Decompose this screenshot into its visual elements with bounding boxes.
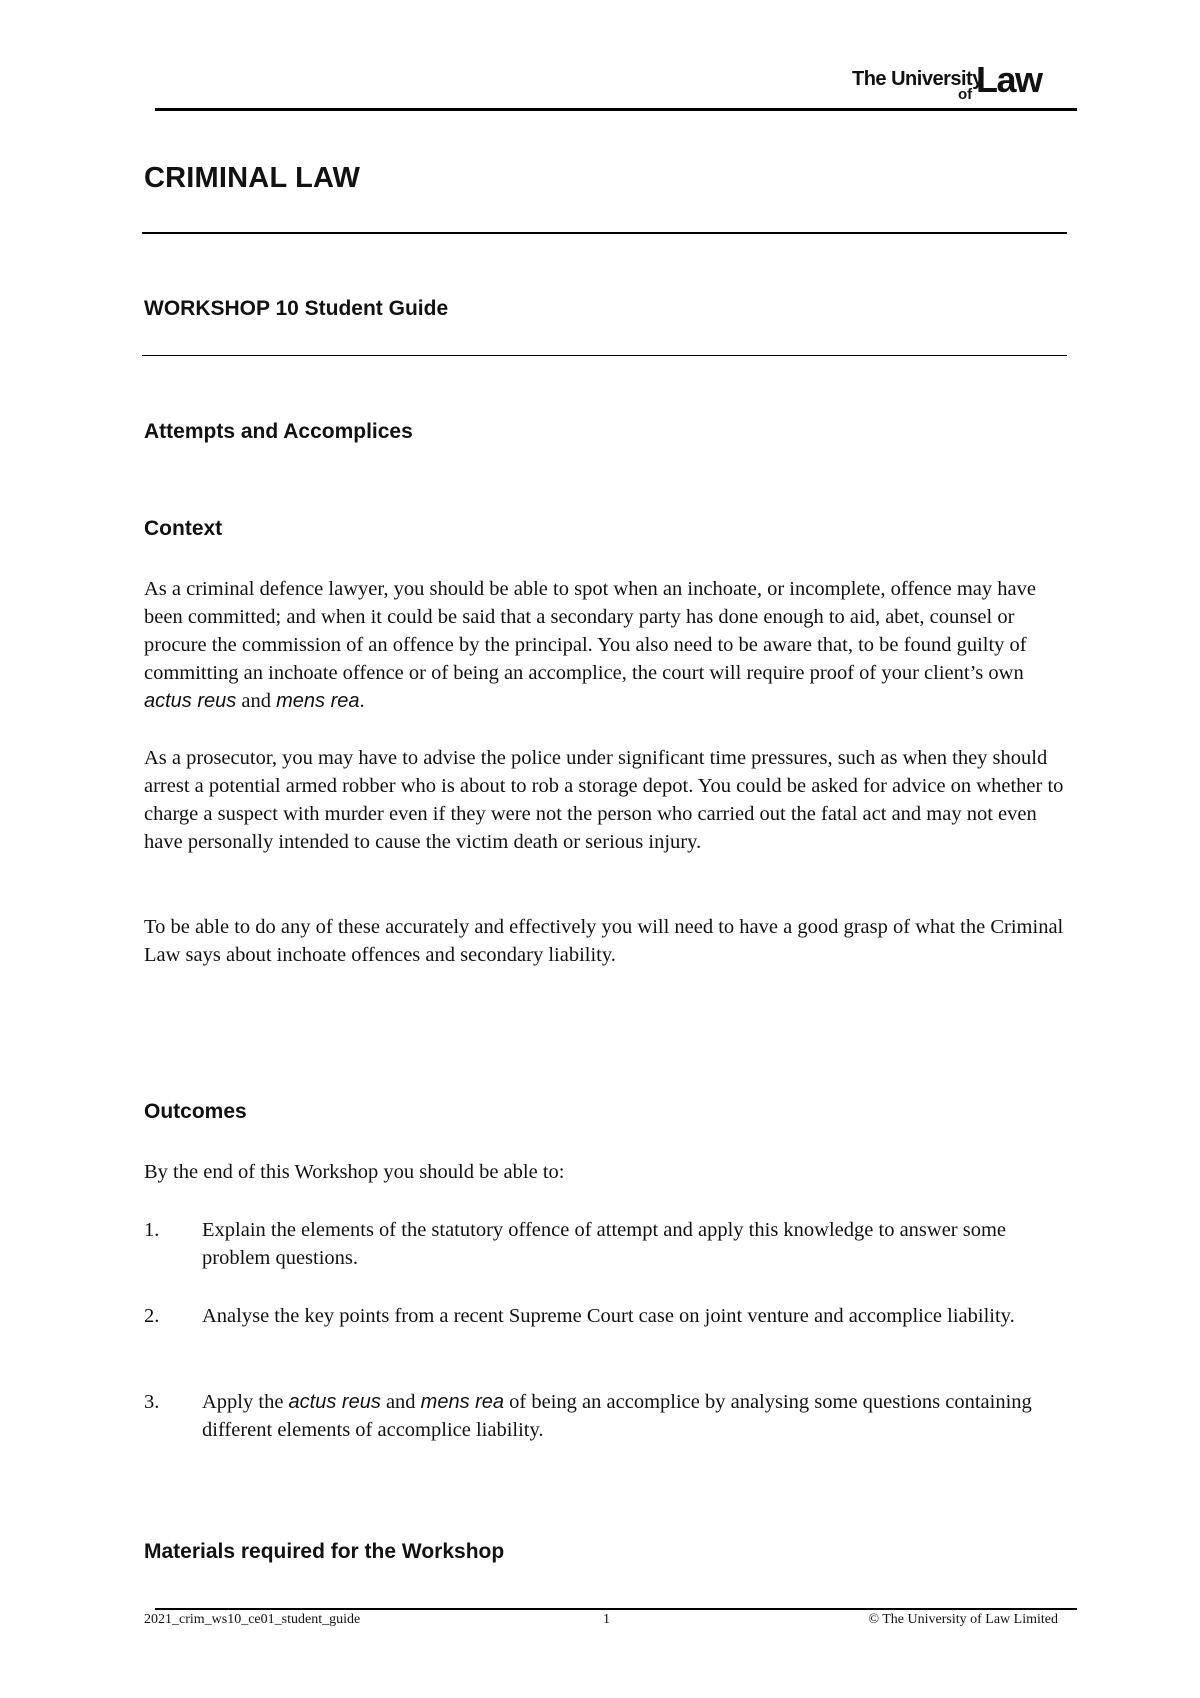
outcomes-heading: Outcomes: [144, 1100, 247, 1123]
materials-heading: Materials required for the Workshop: [144, 1540, 505, 1563]
mens-rea-term: mens rea: [276, 690, 360, 712]
list-number: 1.: [144, 1219, 160, 1241]
list-number: 3.: [144, 1391, 160, 1413]
header-rule: [155, 108, 1077, 111]
context-paragraph-1: [144, 575, 1064, 715]
list-text: Analyse the key points from a recent Supreme Court case on joint venture and accomplice liability.: [202, 1305, 1015, 1327]
list-text: Explain the elements of the statutory offence of attempt and apply this knowledge to answer some problem questions.: [202, 1219, 1007, 1269]
item3-pre: Apply the: [202, 1391, 289, 1413]
actus-reus-term: actus reus: [288, 1391, 381, 1413]
outcomes-intro: By the end of this Workshop you should be able to:: [144, 1161, 565, 1183]
list-number: 2.: [144, 1305, 160, 1327]
subtitle-rule: [142, 355, 1067, 356]
document-title: CRIMINAL LAW: [144, 162, 361, 194]
context-p1-end: .: [359, 690, 365, 712]
item3-post: of being an accomplice by analysing some questions containing different elements of accomplice liability.: [202, 1391, 1032, 1441]
context-heading: Context: [144, 517, 223, 540]
footer-document-code: 2021_crim_ws10_ce01_student_guide: [144, 1612, 361, 1627]
actus-reus-term: actus reus: [144, 690, 237, 712]
context-paragraph-3: To be able to do any of these accurately and effectively you will need to have a good grasp of what the Criminal Law says about inchoate offences and secondary liability.: [144, 916, 1064, 966]
footer-page-number: 1: [603, 1612, 610, 1627]
list-text: [202, 1388, 1062, 1444]
university-logo: [852, 59, 1062, 108]
context-paragraph-2: As a prosecutor, you may have to advise the police under significant time pressures, such as when they should arrest a potential armed robber who is about to rob a storage depot. You could be asked for advice on whether to charge a suspect with murder even if they were not the person who carried out the fatal act and may not even have personally intended to cause the victim death or serious injury.: [144, 747, 1064, 853]
logo-text-university: The University: [852, 68, 983, 90]
mens-rea-term: mens rea: [420, 1391, 505, 1413]
title-rule: [142, 232, 1067, 234]
footer-rule: [155, 1608, 1077, 1610]
context-p1-text: As a criminal defence lawyer, you should be able to spot when an inchoate, or incomplete, offence may have been committed; and when it could be said that a secondary party has done enough to aid, abet, counsel or procure the commission of an offence by the principal. You also need to be aware that, to be found guilty of committing an inchoate offence or of being an accomplice, the court will require proof of your client’s own: [144, 578, 1036, 684]
logo-text-law: Law: [976, 59, 1042, 100]
topic-heading: Attempts and Accomplices: [144, 420, 413, 443]
logo-text-of: of: [958, 86, 973, 103]
footer-copyright: © The University of Law Limited: [868, 1612, 1058, 1627]
context-p1-and: and: [236, 690, 277, 712]
item3-mid: and: [380, 1391, 421, 1413]
workshop-subtitle: WORKSHOP 10 Student Guide: [144, 297, 449, 320]
